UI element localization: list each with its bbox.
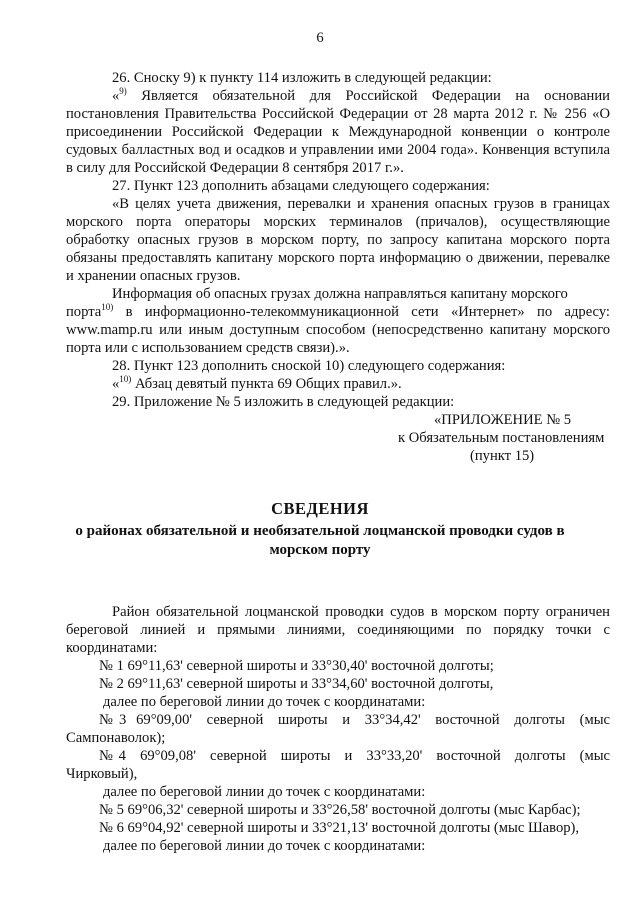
section-subtitle-line1: о районах обязательной и необязательной лоцманской проводки судов в [75, 523, 565, 539]
point-4-line2: Чирковый), [66, 766, 138, 782]
shore-line-2: далее по береговой линии до точек с координатами: [103, 784, 426, 800]
footnote-9-marker: 9) [119, 86, 127, 96]
point-2: № 2 69°11,63' северной широты и 33°34,60' восточной долготы, [99, 676, 494, 692]
paragraph-27-b-text: в информационно-телекоммуникационной сети «Интернет» по адресу: [125, 304, 610, 320]
paragraph-26-quote-line1: «$^{9)}$ Является обязательной для Российской Федерации на основании [112, 86, 610, 104]
paragraph-27-a: «В целях учета движения, перевалки и хранения опасных грузов в границах морского порта операторы морских терминалов (причалов), осуществляющие обработку опасных грузов в морском порту, по запросу капитана морского порта обязаны предоставлять капитану морского порта информацию о движении, перевалке и хранении опасных грузов. [66, 196, 610, 284]
appendix-clause: (пункт 15) [470, 448, 535, 464]
appendix-title: «ПРИЛОЖЕНИЕ № 5 [434, 412, 572, 428]
point-4-line1: № 4 69°09,08' северной широты и 33°33,20' восточной долготы (мыс [99, 748, 610, 764]
paragraph-27-b-rest: www.mamp.ru или иным доступным способом (непосредственно капитану морского порта или с использованием средств связи).». [66, 322, 610, 356]
footnote-10-marker: 10) [101, 302, 114, 312]
paragraph-26-quote-text: Является обязательной для Российской Федерации на основании [141, 88, 610, 104]
paragraph-29: 29. Приложение № 5 изложить в следующей редакции: [112, 394, 455, 410]
point-1: № 1 69°11,63' северной широты и 33°30,40' восточной долготы; [99, 658, 494, 674]
point-6: № 6 69°04,92' северной широты и 33°21,13' восточной долготы (мыс Шавор), [99, 820, 580, 836]
point-5: № 5 69°06,32' северной широты и 33°26,58' восточной долготы (мыс Карбас); [99, 802, 581, 818]
section-subtitle-line2: морском порту [269, 542, 371, 558]
appendix-ref: к Обязательным постановлениям [398, 430, 605, 446]
point-3-line1: № 3 69°09,00' северной широты и 33°34,42' восточной долготы (мыс [99, 712, 610, 728]
point-3-line2: Сампонаволок); [66, 730, 166, 746]
page-number: 6 [316, 30, 324, 46]
paragraph-26: 26. Сноску 9) к пункту 114 изложить в следующей редакции: [112, 70, 492, 86]
paragraph-27-b-line2 [66, 303, 610, 321]
shore-line-3: далее по береговой линии до точек с координатами: [103, 838, 426, 854]
port-word: порта [66, 304, 102, 320]
paragraph-28-quote-text: Абзац девятый пункта 69 Общих правил.». [134, 376, 402, 392]
paragraph-27: 27. Пункт 123 дополнить абзацами следующего содержания: [112, 178, 490, 194]
shore-line-1: далее по береговой линии до точек с координатами: [103, 694, 426, 710]
paragraph-26-quote-rest: постановления Правительства Российской Федерации от 28 марта 2012 г. № 256 «О присоединении Российской Федерации к Международной конвенции о контроле судовых балластных вод и осадков и управлении ими 2004 года». Конвенция вступила в силу для Российской Федерации 8 сентября 2017 г.». [66, 106, 610, 176]
intro-paragraph: Район обязательной лоцманской проводки судов в морском порту ограничен береговой линией и прямыми линиями, соединяющими по порядку точки с координатами: [66, 604, 610, 656]
paragraph-28: 28. Пункт 123 дополнить сноской 10) следующего содержания: [112, 358, 506, 374]
paragraph-28-quote: «$^{10)}$ Абзац девятый пункта 69 Общих правил.». [112, 374, 402, 392]
section-title: СВЕДЕНИЯ [271, 499, 369, 518]
footnote-10-quote-marker: 10) [119, 374, 132, 384]
paragraph-27-b-line1: Информация об опасных грузах должна направляться капитану морского [112, 286, 568, 302]
